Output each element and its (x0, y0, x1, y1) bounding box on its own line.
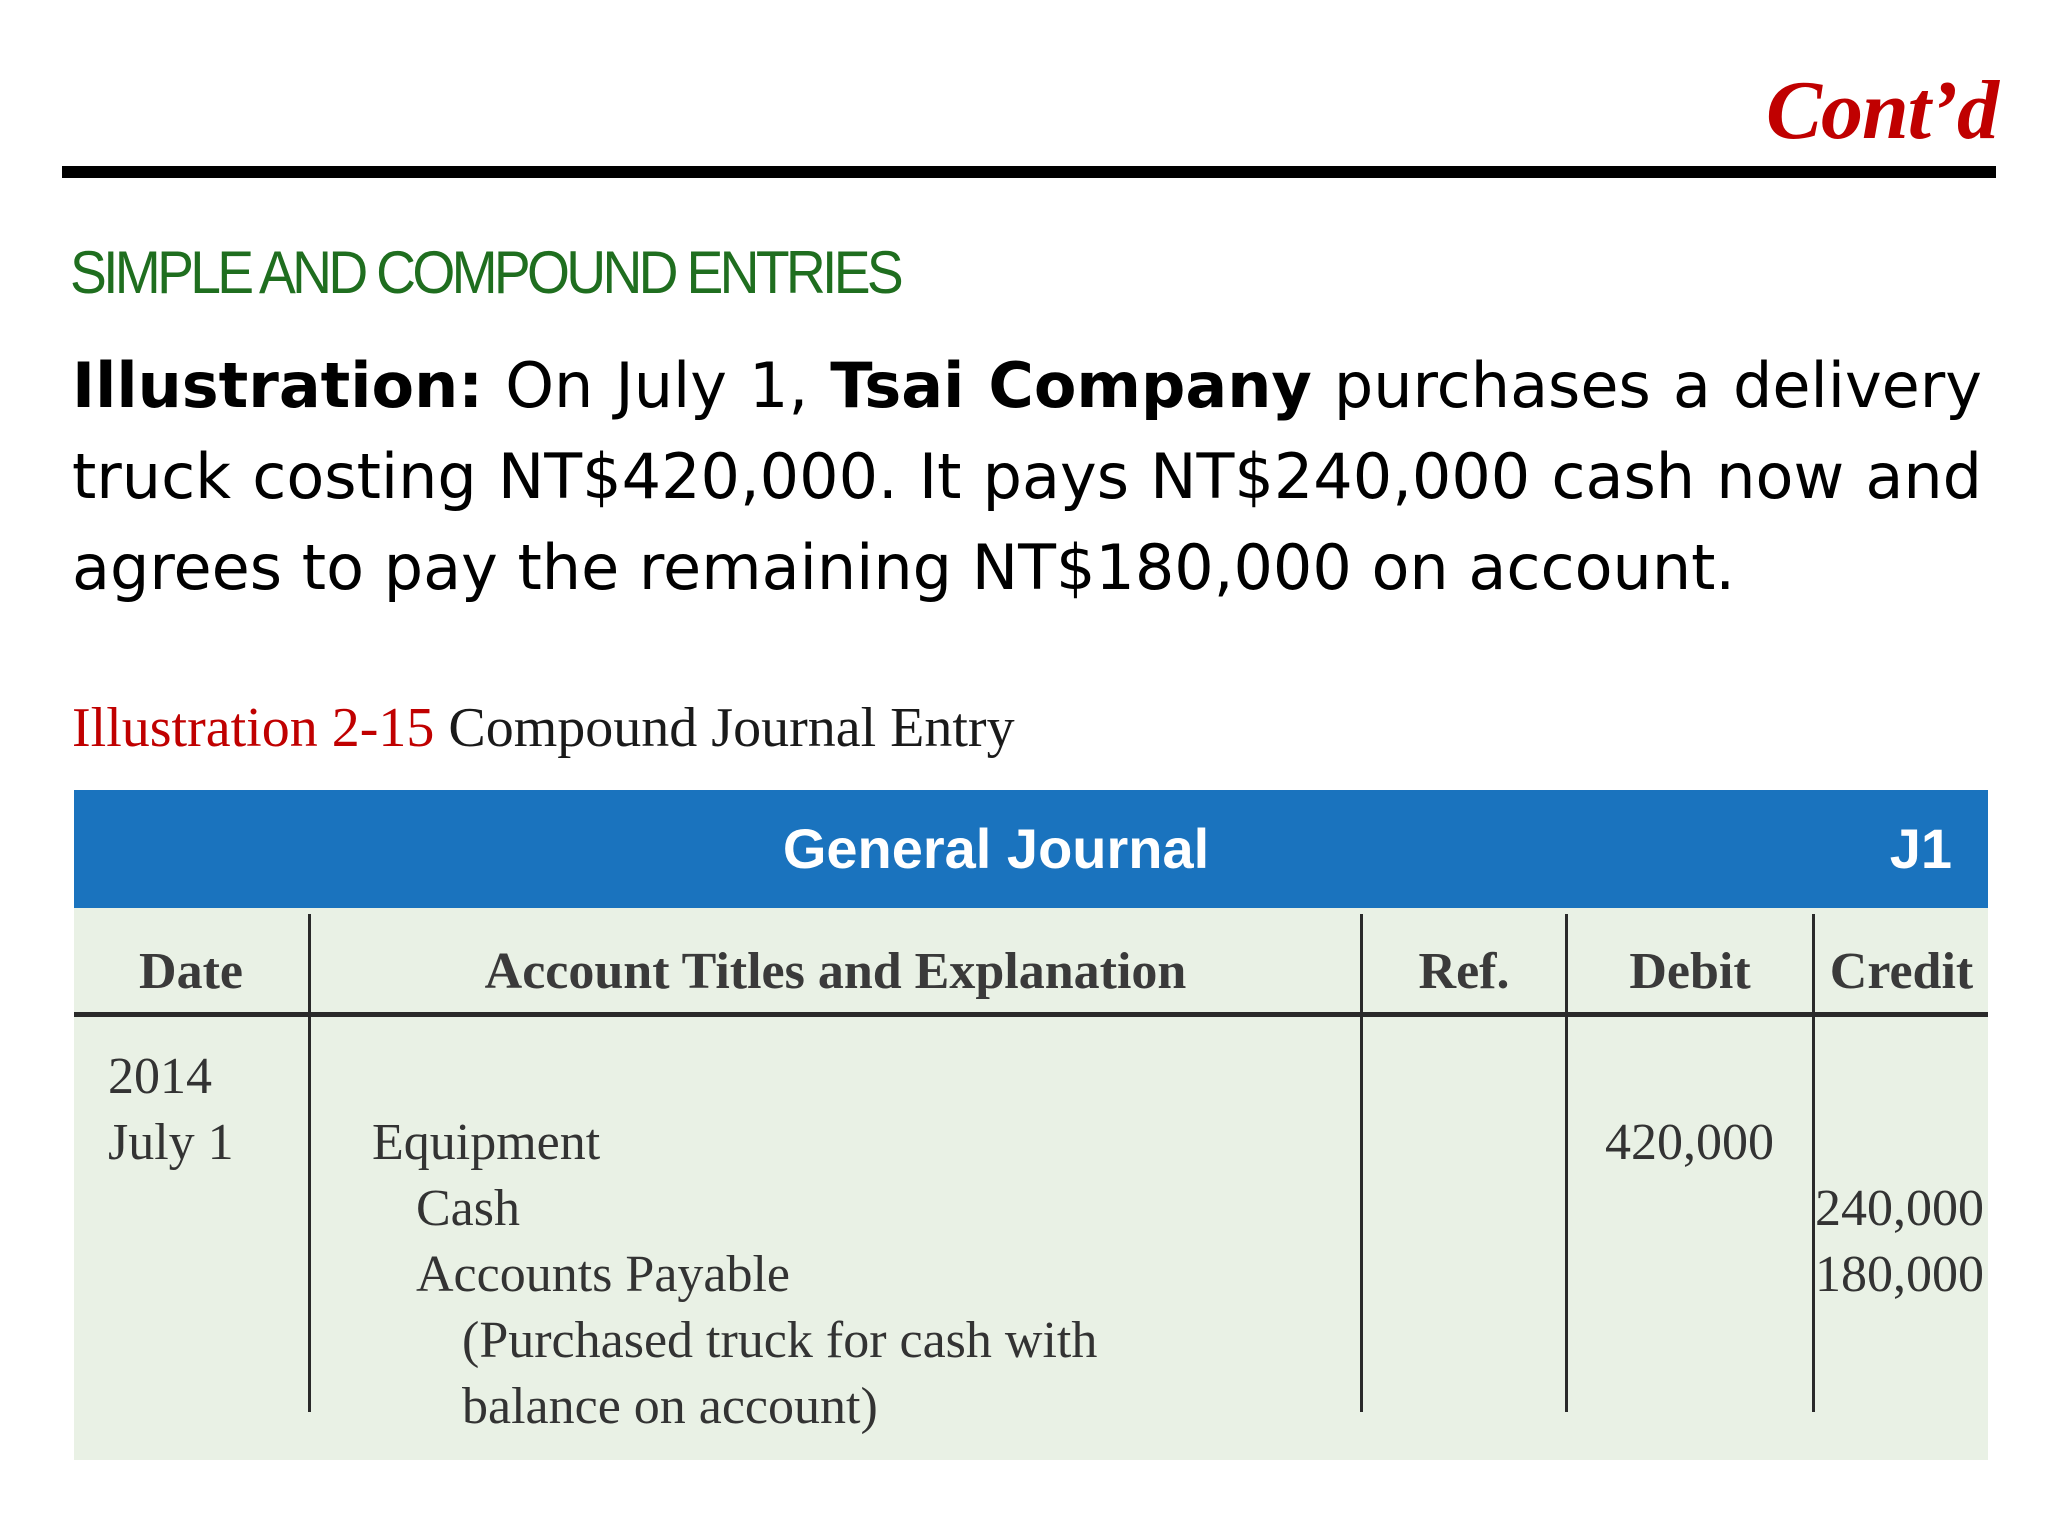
column-header-rule (74, 1012, 1988, 1017)
entry-explanation-line2: balance on account) (462, 1378, 878, 1435)
illustration-text-part2: purchases a delivery truck costing NT$420,000. It pays NT$240,000 cash now and agrees to pay the remaining NT$180,000 on account. (72, 349, 1982, 604)
column-header-account: Account Titles and Explanation (484, 943, 1187, 1000)
column-header-credit: Credit (1829, 943, 1974, 1000)
caption-label: Illustration 2-15 (72, 697, 435, 759)
debit-account: Equipment (372, 1114, 601, 1171)
column-divider (308, 914, 311, 1412)
debit-amount: 420,000 (1605, 1114, 1774, 1171)
journal-title: General Journal (782, 817, 1210, 880)
journal-header-bar (74, 790, 1988, 908)
general-journal (74, 790, 1988, 1460)
illustration-label: Illustration: (72, 349, 484, 422)
caption-text: Compound Journal Entry (434, 697, 1015, 759)
credit-account-payable: Accounts Payable (416, 1246, 791, 1303)
entry-year: 2014 (108, 1048, 212, 1105)
continued-label: Cont’d (1765, 64, 1998, 157)
credit-amount-payable: 180,000 (1815, 1246, 1984, 1303)
credit-amount-cash: 240,000 (1815, 1180, 1984, 1237)
entry-explanation-line1: (Purchased truck for cash with (462, 1312, 1098, 1369)
entry-date: July 1 (108, 1114, 234, 1171)
company-name: Tsai Company (830, 349, 1312, 422)
figure-caption (72, 696, 1015, 760)
column-header-debit: Debit (1629, 943, 1751, 1000)
column-divider (1812, 914, 1815, 1412)
header-divider (62, 166, 1996, 178)
credit-account-cash: Cash (416, 1180, 520, 1237)
illustration-paragraph (72, 340, 1982, 613)
column-divider (1360, 914, 1363, 1412)
column-header-date: Date (139, 943, 243, 1000)
section-title: SIMPLE AND COMPOUND ENTRIES (70, 239, 900, 306)
column-header-ref: Ref. (1418, 943, 1510, 1000)
illustration-text-part1: On July 1, (483, 349, 831, 422)
journal-code: J1 (1889, 817, 1952, 880)
